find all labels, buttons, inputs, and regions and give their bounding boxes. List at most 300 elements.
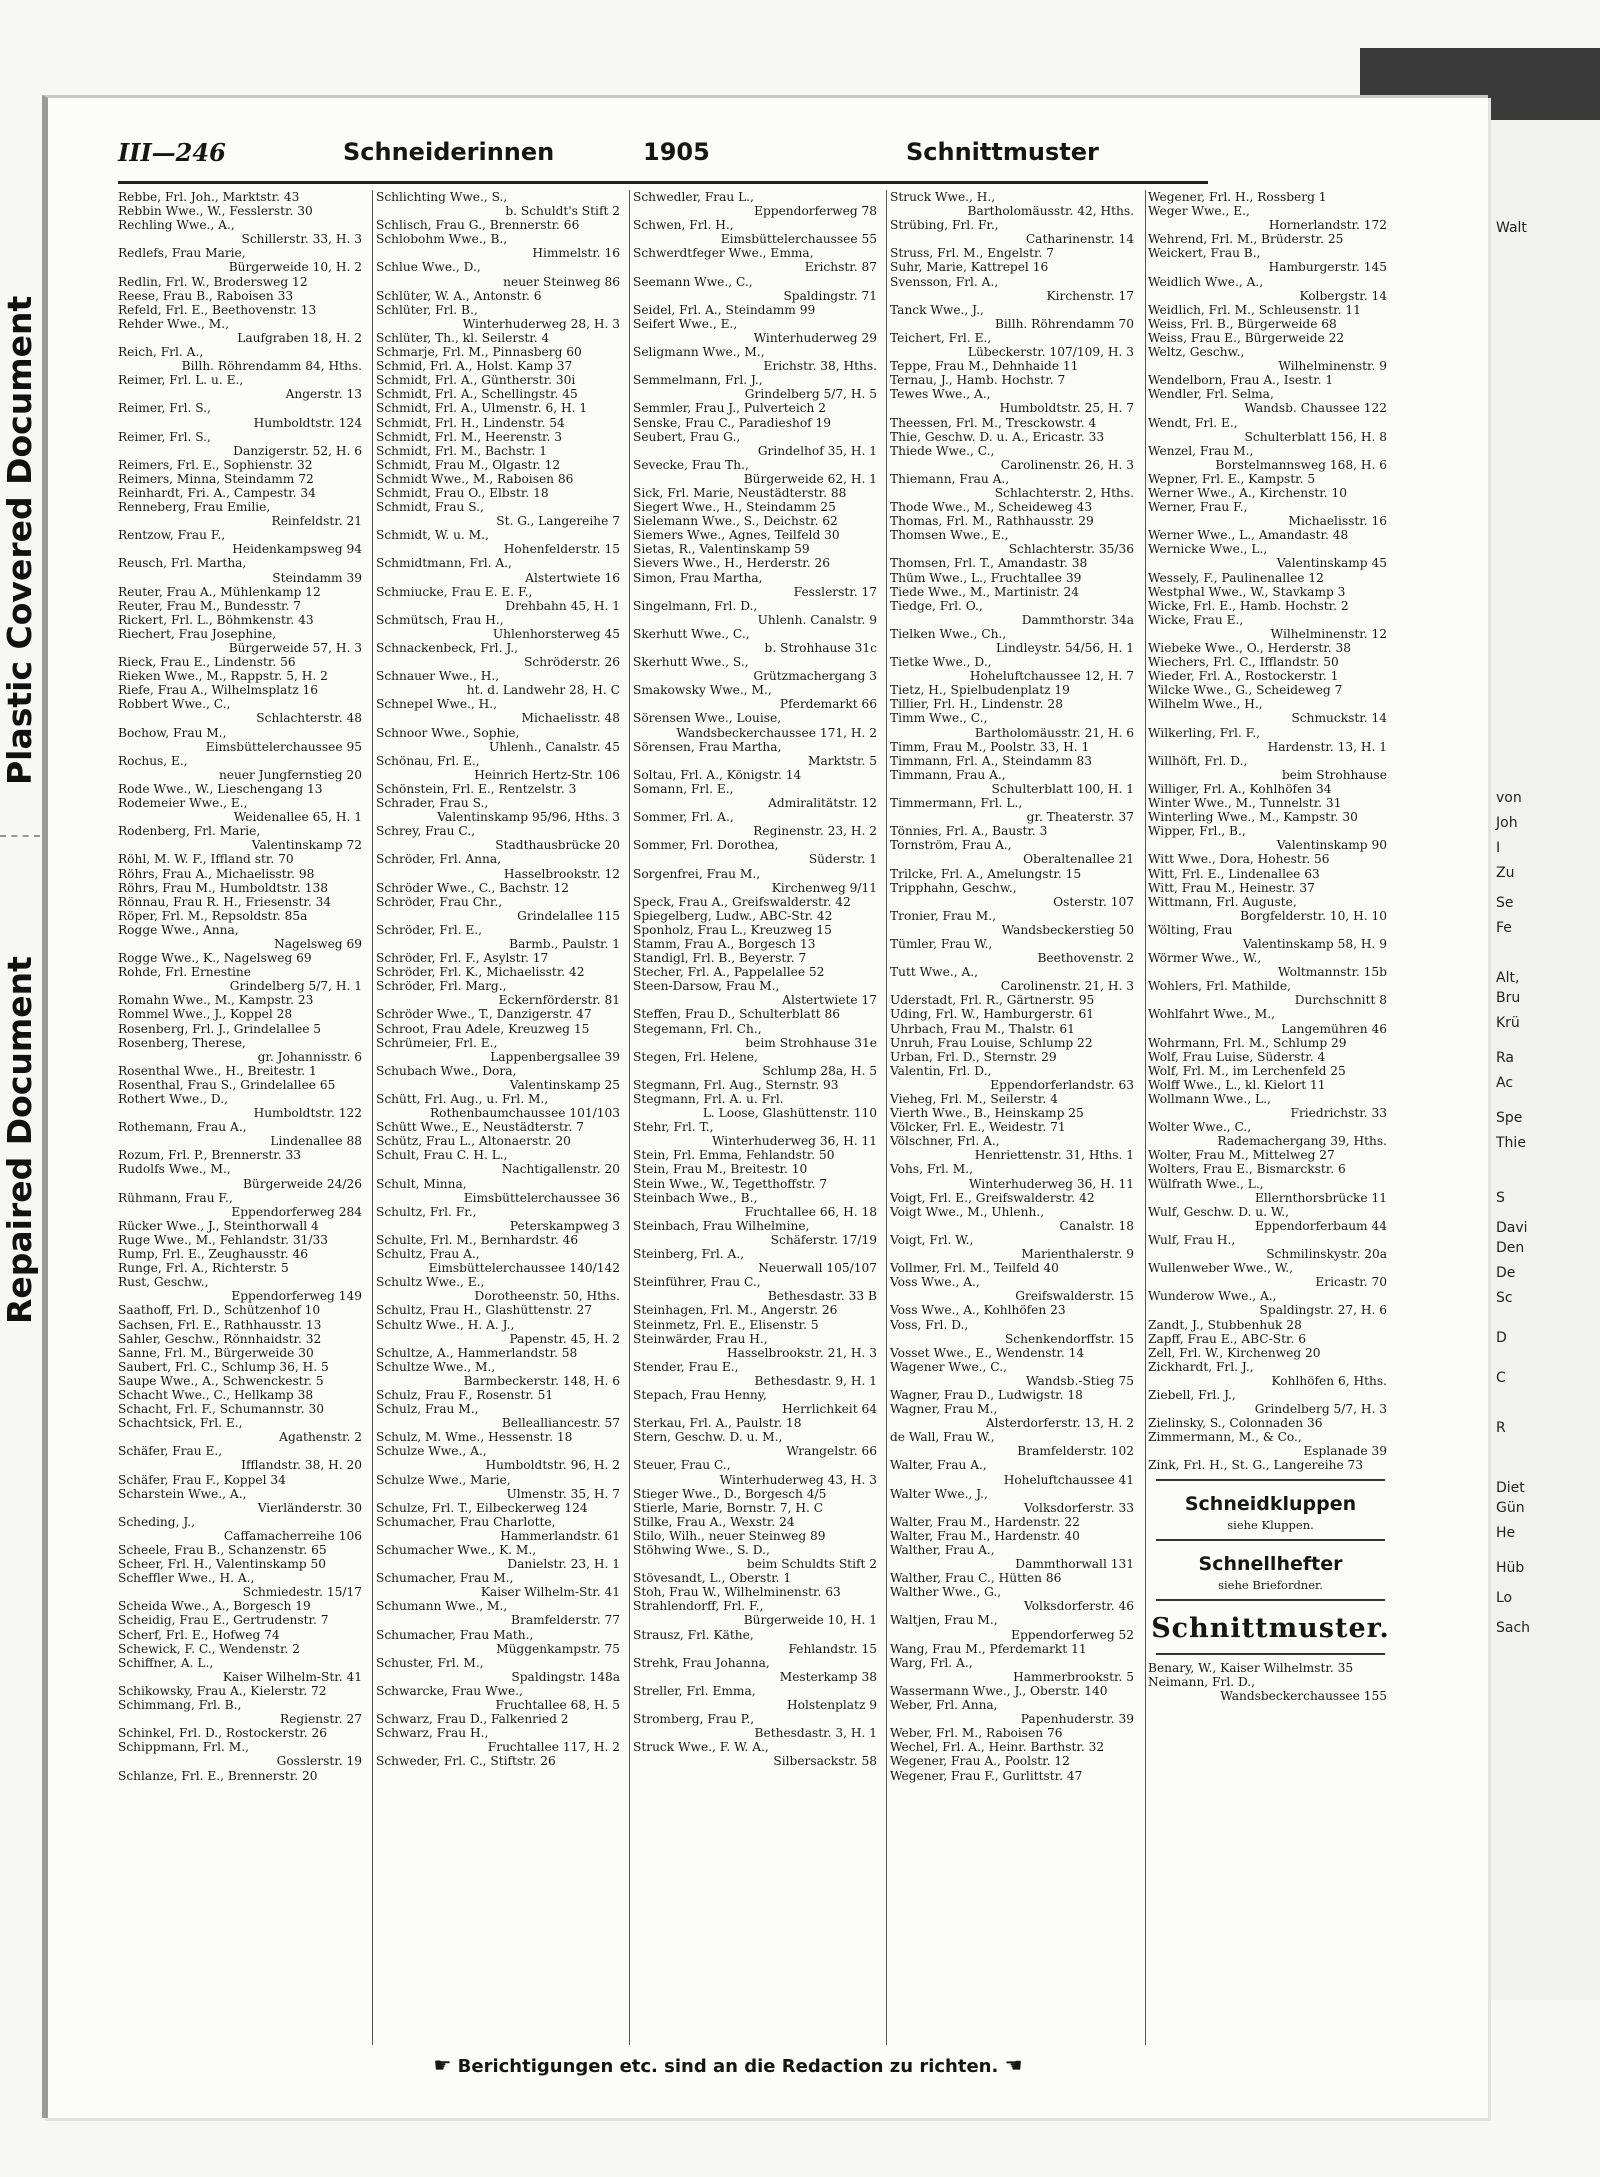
directory-entry-line: Walter, Frau M., Hardenstr. 22 [890,1514,1080,1529]
columns [118,190,1390,2045]
pointing-hand-icon: ☚ [1004,2053,1023,2077]
directory-entry-line: Seligmann Wwe., M., [633,345,765,360]
directory-entry-line: Rogge Wwe., Anna, [118,922,239,937]
column-5-tail [1148,1661,1393,1703]
directory-entry-line: Refeld, Frl. E., Beethovenstr. 13 [118,302,317,317]
directory-entry-line: Uding, Frl. W., Hamburgerstr. 61 [890,1007,1094,1022]
directory-entry-line: Schumacher Wwe., K. M., [376,1543,537,1557]
directory-entry-line: Schulze, Frl. T., Eilbeckerweg 124 [376,1500,588,1515]
directory-entry-line: Wipper, Frl., B., [1148,824,1246,839]
directory-entry-line: Werner Wwe., L., Amandastr. 48 [1148,528,1349,543]
directory-entry-line: Greifswalderstr. 15 [1015,1289,1134,1304]
directory-entry-line: Somann, Frl. E., [633,781,734,796]
directory-entry-line: Eppendorferlandstr. 63 [990,1077,1134,1092]
directory-entry-line: Schiffner, A. L., [118,1655,214,1670]
directory-entry-line: Schubach Wwe., Dora, [376,1063,517,1078]
directory-entry-line: Rebbe, Frl. Joh., Marktstr. 43 [118,190,300,204]
directory-entry-line: Tronier, Frau M., [890,908,996,923]
directory-entry-line: Borstelmannsweg 168, H. 6 [1215,457,1387,472]
directory-entry-line: Rickert, Frl. L., Böhmkenstr. 43 [118,612,314,627]
directory-entry-line: Schnauer Wwe., H., [376,669,500,684]
directory-entry-line: Lübeckerstr. 107/109, H. 3 [967,345,1134,360]
directory-entry-line: Schlanze, Frl. E., Brennerstr. 20 [118,1768,318,1783]
directory-entry-line: Stamm, Frau A., Borgesch 13 [633,936,816,951]
directory-entry-line: Winter Wwe., M., Tunnelstr. 31 [1148,796,1342,811]
directory-entry-line: Barmbeckerstr. 148, H. 6 [463,1373,620,1388]
directory-entry-line: Pferdemarkt 66 [779,697,877,712]
directory-entry-line: Witt, Frau M., Heinestr. 37 [1148,880,1315,895]
directory-entry-line: Reimer, Frl. S., [118,401,211,416]
directory-entry-line: Wulf, Frau H., [1148,1232,1236,1247]
directory-entry-line: Willhöft, Frl. D., [1148,753,1248,768]
schnellhefter-title: Schnellhefter [1198,1552,1343,1575]
directory-entry-line: Rechling Wwe., A., [118,218,235,233]
directory-entry-line: Weiss, Frau E., Bürgerweide 22 [1148,330,1345,345]
directory-entry-line: Tewes Wwe., A., [890,387,991,402]
bleed-fragment: Diet [1496,1480,1525,1496]
directory-entry-line: Schröder, Frl. Marg., [376,979,507,994]
directory-entry-line: Valentinskamp 25 [509,1077,620,1092]
directory-entry-line: Tiede Wwe., M., Martinistr. 24 [890,584,1080,599]
directory-entry-line: Seifert Wwe., E., [633,316,738,331]
directory-entry-line: Schlobohm Wwe., B., [376,232,508,247]
directory-entry-line: Streller, Frl. Emma, [633,1683,756,1698]
directory-entry-line: Timmermann, Frl. L., [890,796,1023,811]
directory-entry-line: Wiechers, Frl. C., Ifflandstr. 50 [1148,655,1339,670]
next-page-bleed [1488,120,1600,2000]
directory-entry-line: Langemühren 46 [1281,1021,1387,1036]
column-4 [890,190,1140,2045]
directory-entry-line: Valentinskamp 72 [251,838,362,853]
directory-entry-line: Rochus, E., [118,753,188,768]
header-left-title: Schneiderinnen [343,138,555,166]
directory-entry-line: Süderstr. 1 [808,852,877,867]
directory-entry-line: Humboldtstr. 122 [253,1106,362,1121]
directory-entry-line: Schröder, Frau Chr., [376,894,503,909]
directory-entry-line: Eppendorferweg 52 [1011,1627,1134,1642]
directory-entry-line: Schillerstr. 33, H. 3 [241,232,362,247]
directory-entry-line: Lindleystr. 54/56, H. 1 [995,641,1134,655]
bleed-fragment: Sc [1496,1290,1513,1306]
directory-entry-line: Wiebeke Wwe., O., Herderstr. 38 [1148,641,1352,655]
bleed-fragment: Ac [1496,1075,1514,1091]
directory-entry-line: Svensson, Frl. A., [890,274,999,289]
directory-entry-line: Röhl, M. W. F., Iffland str. 70 [118,852,294,867]
directory-entry-line: Schlichting Wwe., S., [376,190,508,204]
directory-entry-line: Bochow, Frau M., [118,725,227,740]
directory-entry-line: Bürgerweide 24/26 [242,1176,362,1191]
bleed-fragment: Den [1496,1240,1525,1256]
bleed-fragment: I [1496,840,1501,856]
schneidkluppen-box [1148,1491,1393,1533]
bleed-fragment: Joh [1496,815,1518,831]
directory-entry-line: Schippmann, Frl. M., [118,1740,249,1755]
directory-entry-line: Wullenweber Wwe., W., [1148,1261,1294,1276]
directory-entry-line: Stehr, Frl. T., [633,1120,714,1135]
directory-entry-line: Röper, Frl. M., Repsoldstr. 85a [118,908,308,923]
directory-entry-line: Carolinenstr. 26, H. 3 [1000,457,1134,472]
header-right-title: Schnittmuster [906,138,1099,166]
directory-entry-line: Fesslerstr. 17 [793,584,877,599]
directory-entry-line: beim Strohhause [1281,767,1387,782]
directory-entry-line: Thiede Wwe., C., [890,443,995,458]
directory-entry-line: Wandsb. Chaussee 122 [1244,401,1387,416]
directory-entry-line: Vierth Wwe., B., Heinskamp 25 [890,1106,1084,1121]
directory-entry-line: Schmuckstr. 14 [1291,711,1387,726]
directory-entry-line: Semmler, Frau J., Pulverteich 2 [633,401,827,416]
directory-entry-line: Valentinskamp 58, H. 9 [1242,936,1387,951]
directory-entry-line: Soltau, Frl. A., Königstr. 14 [633,767,802,782]
bleed-fragment: Bru [1496,990,1521,1006]
directory-entry-line: Wendler, Frl. Selma, [1148,387,1274,402]
directory-entry-line: Reimers, Frl. E., Sophienstr. 32 [118,457,313,472]
directory-entry-line: Zandt, J., Stubbenhuk 28 [1148,1317,1302,1332]
directory-entry-line: Saupe Wwe., A., Schwenckestr. 5 [118,1373,324,1388]
directory-entry-line: Sörensen Wwe., Louise, [633,711,782,726]
directory-entry-line: Regienstr. 27 [279,1712,362,1727]
directory-entry-line: Admiralitätstr. 12 [768,796,877,811]
directory-entry-line: Walther, Frau C., Hütten 86 [890,1571,1062,1586]
directory-entry-line: Zickhardt, Frl. J., [1148,1359,1254,1374]
directory-entry-line: Theessen, Frl. M., Tresckowstr. 4 [890,415,1097,430]
directory-entry-line: Wunderow Wwe., A., [1148,1289,1277,1304]
directory-entry-line: Rosenberg, Therese, [118,1035,246,1050]
directory-entry-line: Wülfrath Wwe., L., [1148,1176,1264,1191]
schnittmuster-title: Schnittmuster. [1151,1612,1390,1644]
directory-entry-line: Schlue Wwe., D., [376,260,481,275]
directory-entry-line: Stegemann, Frl. Ch., [633,1021,762,1036]
directory-entry-line: Schumacher, Frau Charlotte, [376,1514,556,1529]
directory-entry-line: Ellernthorsbrücke 11 [1254,1190,1387,1205]
directory-entry-line: Rosenthal Wwe., H., Breitestr. 1 [118,1063,317,1078]
directory-entry-line: Hohenfelderstr. 15 [503,542,620,557]
directory-entry-line: Walter, Frau A., [890,1458,987,1473]
directory-entry-line: Hammerbrookstr. 5 [1013,1669,1134,1684]
directory-entry-line: Spaldingstr. 71 [783,288,877,303]
directory-entry-line: Schroot, Frau Adele, Kreuzweg 15 [376,1021,590,1036]
directory-entry-line: Wilkerling, Frl. F., [1148,725,1260,740]
directory-entry-line: Uhlenh. Canalstr. 9 [757,612,877,627]
directory-entry-line: Himmelstr. 16 [532,246,620,261]
directory-entry-line: Voigt, Frl. W., [890,1232,974,1247]
directory-entry-line: Sachsen, Frl. E., Rathhausstr. 13 [118,1317,322,1332]
directory-entry-line: Herrlichkeit 64 [782,1402,877,1417]
directory-entry-line: Rühmann, Frau F., [118,1190,233,1205]
directory-entry-line: Walther, Frau A., [890,1543,995,1557]
directory-entry-line: Nachtigallenstr. 20 [501,1162,620,1177]
directory-entry-line: Bürgerweide 10, H. 2 [228,260,362,275]
directory-entry-line: Schmidt, Frl. A., Güntherstr. 30i [376,373,576,388]
directory-entry-line: Reimer, Frl. L. u. E., [118,373,244,388]
directory-entry-line: Sietas, R., Valentinskamp 59 [633,542,810,557]
directory-entry-line: Sterkau, Frl. A., Paulstr. 18 [633,1416,802,1431]
directory-entry-line: Wolter, Frau M., Mittelweg 27 [1148,1148,1335,1163]
directory-entry-line: Steuer, Frau C., [633,1458,731,1473]
directory-entry-line: Schmidt, Frl. A., Ulmenstr. 6, H. 1 [376,401,588,416]
directory-entry-line: Eimsbüttelerchaussee 95 [205,739,362,754]
directory-entry-line: Bürgerweide 10, H. 1 [743,1613,877,1628]
directory-entry-line: Ruge Wwe., M., Fehlandstr. 31/33 [118,1232,328,1247]
directory-entry-line: Standigl, Frl. B., Beyerstr. 7 [633,951,807,966]
directory-entry-line: Rozum, Frl. P., Brennerstr. 33 [118,1148,301,1163]
directory-entry-line: Neuerwall 105/107 [758,1261,877,1276]
directory-entry-line: Benary, W., Kaiser Wilhelmstr. 35 [1148,1660,1354,1675]
directory-entry-line: Schmidt Wwe., M., Raboisen 86 [376,471,574,486]
directory-entry-line: Urban, Frl. D., Sternstr. 29 [890,1049,1057,1064]
directory-entry-line: Wegener, Frl. H., Rossberg 1 [1148,190,1327,204]
directory-entry-line: Grindelhof 35, H. 1 [757,443,877,458]
directory-entry-line: Steinbach Wwe., B., [633,1190,758,1205]
directory-entry-line: Wilcke Wwe., G., Scheideweg 7 [1148,683,1343,698]
directory-entry-line: Werner, Frau F., [1148,500,1248,515]
directory-entry-line: Sanne, Frl. M., Bürgerweide 30 [118,1345,314,1360]
directory-entry-line: Tillier, Frl. H., Lindenstr. 28 [890,697,1063,712]
bleed-fragment: von [1496,790,1522,806]
directory-entry-line: Thüm Wwe., L., Fruchtallee 39 [890,570,1082,585]
directory-entry-line: Agathenstr. 2 [279,1430,362,1445]
directory-entry-line: Schnackenbeck, Frl. J., [376,641,519,655]
directory-entry-line: Wendelborn, Frau A., Isestr. 1 [1148,373,1334,388]
directory-entry-line: Beethovenstr. 2 [1037,951,1134,966]
directory-entry-line: Sponholz, Frau L., Kreuzweg 15 [633,922,832,937]
directory-entry-line: Rentzow, Frau F., [118,528,226,543]
directory-entry-line: Wittmann, Frl. Auguste, [1148,894,1297,909]
bleed-fragment: Se [1496,895,1514,911]
directory-entry-line: Alsterdorferstr. 13, H. 2 [985,1416,1134,1431]
directory-entry-line: Eppendorferweg 78 [754,204,877,219]
directory-entry-line: Eimsbüttelerchaussee 36 [463,1190,620,1205]
directory-entry-line: Trilcke, Frl. A., Amelungstr. 15 [890,866,1082,881]
directory-entry-line: Grindelberg 5/7, H. 1 [229,979,362,994]
directory-entry-line: Scheele, Frau B., Schanzenstr. 65 [118,1543,327,1557]
directory-entry-line: neuer Steinweg 86 [503,274,620,289]
directory-entry-line: Wepner, Frl. E., Kampstr. 5 [1148,471,1316,486]
directory-entry-line: Tutt Wwe., A., [890,965,978,980]
directory-entry-line: Smakowsky Wwe., M., [633,683,772,698]
directory-entry-line: Nagelsweg 69 [274,936,362,951]
directory-entry-line: Stepach, Frau Henny, [633,1387,767,1402]
directory-entry-line: Schultze Wwe., M., [376,1359,496,1374]
directory-entry-line: Romahn Wwe., M., Kampstr. 23 [118,993,314,1008]
directory-entry-line: Schult, Minna, [376,1176,467,1191]
directory-entry-line: Stadthausbrücke 20 [495,838,620,853]
directory-entry-line: Schumacher, Frau M., [376,1571,514,1586]
directory-entry-line: Tietke Wwe., D., [890,655,992,670]
directory-entry-line: Schewick, F. C., Wendenstr. 2 [118,1641,300,1656]
directory-entry-line: Weidlich, Frl. M., Schleusenstr. 11 [1148,302,1361,317]
directory-entry-line: Schulz, Frau F., Rosenstr. 51 [376,1387,554,1402]
bleed-fragment: De [1496,1265,1516,1281]
directory-entry-line: Tripphahn, Geschw., [890,880,1017,895]
directory-entry-line: Kaiser Wilhelm-Str. 41 [480,1585,620,1600]
box-rule [1156,1599,1385,1601]
column-5-entries [1148,190,1393,1473]
directory-entry-line: Reinfeldstr. 21 [271,514,362,529]
directory-entry-line: Tornström, Frau A., [890,838,1012,853]
directory-entry-line: Weber, Frl. Anna, [890,1698,998,1713]
directory-entry-line: Schmidt, Frl. H., Lindenstr. 54 [376,415,565,430]
directory-entry-line: Weickert, Frau B., [1148,246,1261,261]
directory-entry-line: Peterskampweg 3 [509,1218,620,1233]
schneidkluppen-title: Schneidkluppen [1184,1492,1357,1515]
column-5 [1148,190,1393,2045]
directory-entry-line: Schacht, Frl. F., Schumannstr. 30 [118,1402,325,1417]
directory-entry-line: Schwarcke, Frau Wwe., [376,1683,523,1698]
directory-entry-line: Schlüter, Th., kl. Seilerstr. 4 [376,330,550,345]
directory-entry-line: Bethesdastr. 33 B [767,1289,877,1304]
directory-entry-line: Singelmann, Frl. D., [633,598,758,613]
directory-entry-line: Stein, Frau M., Breitestr. 10 [633,1162,808,1177]
directory-entry-line: Spaldingstr. 27, H. 6 [1259,1303,1387,1318]
directory-entry-line: Bellealliancestr. 57 [501,1416,620,1431]
directory-entry-line: Steindamm 39 [272,570,362,585]
directory-entry-line: Tönnies, Frl. A., Baustr. 3 [890,824,1048,839]
directory-entry-line: Stegmann, Frl. Aug., Sternstr. 93 [633,1077,839,1092]
directory-entry-line: Seubert, Frau G., [633,429,741,444]
bleed-fragment: Gün [1496,1500,1525,1516]
directory-entry-line: Schacht Wwe., C., Hellkamp 38 [118,1387,314,1402]
directory-entry-line: Steinhagen, Frl. M., Angerstr. 26 [633,1303,838,1318]
directory-entry-line: Riefe, Frau A., Wilhelmsplatz 16 [118,683,318,698]
directory-entry-line: Hardenstr. 13, H. 1 [1267,739,1387,754]
directory-entry-line: Redlin, Frl. W., Brodersweg 12 [118,274,308,289]
directory-entry-line: Schwarz, Frau H., [376,1726,489,1741]
directory-entry-line: Grützmachergang 3 [753,669,877,684]
directory-entry-line: Schikowsky, Frau A., Kielerstr. 72 [118,1683,327,1698]
directory-entry-line: Rust, Geschw., [118,1275,209,1290]
directory-entry-line: Weiss, Frl. B., Bürgerweide 68 [1148,316,1337,331]
directory-entry-line: Spaldingstr. 148a [511,1669,620,1684]
directory-entry-line: b. Schuldt's Stift 2 [505,204,620,219]
directory-entry-line: Schröder Wwe., C., Bachstr. 12 [376,880,569,895]
directory-entry-line: Danielstr. 23, H. 1 [507,1557,620,1572]
directory-entry-line: Heinrich Hertz-Str. 106 [474,767,620,782]
directory-entry-line: Scheding, J., [118,1514,196,1529]
directory-entry-line: Schwerdtfeger Wwe., Emma, [633,246,814,261]
repaired-label: Repaired Document [0,956,39,1324]
directory-entry-line: Schröder, Frl. K., Michaelisstr. 42 [376,965,585,980]
column-3 [633,190,883,2045]
directory-entry-line: Wolf, Frau Luise, Süderstr. 4 [1148,1049,1326,1064]
directory-entry-line: Wilhelminenstr. 12 [1270,626,1387,641]
directory-entry-line: Rump, Frl. E., Zeughausstr. 46 [118,1247,309,1262]
directory-entry-line: Siegert Wwe., H., Steindamm 25 [633,500,836,515]
directory-entry-line: Billh. Röhrendamm 70 [994,316,1134,331]
directory-entry-line: Dammthorstr. 34a [1021,612,1134,627]
directory-entry-line: Schulze Wwe., Marie, [376,1472,511,1487]
directory-entry-line: Stein, Frl. Emma, Fehlandstr. 50 [633,1148,835,1163]
directory-entry-line: Westphal Wwe., W., Stavkamp 3 [1148,584,1346,599]
directory-entry-line: Spiegelberg, Ludw., ABC-Str. 42 [633,908,833,923]
directory-entry-line: Schwedler, Frau L., [633,190,754,204]
directory-entry-line: Zink, Frl. H., St. G., Langereihe 73 [1148,1458,1364,1473]
directory-entry-line: Rosenberg, Frl. J., Grindelallee 5 [118,1021,322,1036]
directory-entry-line: Schütt, Frl. Aug., u. Frl. M., [376,1092,549,1106]
directory-entry-line: Schultz, Frl. Fr., [376,1204,477,1219]
directory-entry-line: Wohlers, Frl. Mathilde, [1148,979,1291,994]
directory-entry-line: Kaiser Wilhelm-Str. 41 [222,1669,362,1684]
directory-entry-line: Hornerlandstr. 172 [1268,218,1387,233]
directory-entry-line: Stieger Wwe., D., Borgesch 4/5 [633,1486,827,1501]
directory-entry-line: Senske, Frau C., Paradieshof 19 [633,415,832,430]
directory-entry-line: Vohs, Frl. M., [890,1162,974,1177]
directory-entry-line: Catharinenstr. 14 [1025,232,1134,247]
directory-entry-line: Schlachterstr. 35/36 [1008,542,1134,557]
directory-entry-line: Stierle, Marie, Bornstr. 7, H. C [633,1500,824,1515]
directory-entry-line: Schrümeier, Frl. E., [376,1035,498,1050]
directory-entry-line: Eppendorferbaum 44 [1255,1218,1387,1233]
directory-entry-line: Schlüter, Frl. B., [376,302,478,317]
directory-entry-line: Sielemann Wwe., S., Deichstr. 62 [633,514,838,529]
directory-entry-line: Bethesdastr. 9, H. 1 [754,1373,877,1388]
directory-entry-line: Wilhelminenstr. 9 [1278,359,1387,374]
side-divider [0,835,40,837]
directory-entry-line: Seidel, Frl. A., Steindamm 99 [633,302,816,317]
directory-entry-line: Rudolfs Wwe., M., [118,1162,231,1177]
directory-entry-line: Schulterblatt 156, H. 8 [1244,429,1387,444]
directory-entry-line: Bartholomäusstr. 42, Hths. [967,204,1134,219]
directory-entry-line: Carolinenstr. 21, H. 3 [1000,979,1134,994]
directory-entry-line: Ifflandstr. 38, H. 20 [241,1458,362,1473]
directory-entry-line: Rode Wwe., W., Lieschengang 13 [118,781,323,796]
directory-entry-line: Waltjen, Frau M., [890,1613,998,1628]
directory-entry-line: Schönau, Frl. E., [376,753,480,768]
directory-entry-line: Redlefs, Frau Marie, [118,246,246,261]
directory-entry-line: Wang, Frau M., Pferdemarkt 11 [890,1641,1087,1656]
directory-entry-line: Sevecke, Frau Th., [633,457,749,472]
directory-entry-line: Teppe, Frau M., Dehnhaide 11 [890,359,1079,374]
directory-entry-line: Valentin, Frl. D., [890,1063,992,1078]
directory-entry-line: Wessely, F., Paulinenallee 12 [1148,570,1324,585]
directory-entry-line: Röhrs, Frau A., Michaelisstr. 98 [118,866,315,881]
directory-entry-line: Gosslerstr. 19 [276,1754,362,1769]
directory-entry-line: Schlisch, Frau G., Brennerstr. 66 [376,218,580,233]
directory-entry-line: Schlachterstr. 2, Hths. [994,485,1134,500]
directory-entry-line: Hasselbrookstr. 21, H. 3 [727,1345,877,1360]
directory-entry-line: Siemers Wwe., Agnes, Teilfeld 30 [633,528,840,543]
directory-entry-line: Schnoor Wwe., Sophie, [376,725,520,740]
directory-entry-line: Rommel Wwe., J., Koppel 28 [118,1007,293,1022]
directory-entry-line: Witt, Frl. E., Lindenallee 63 [1148,866,1320,881]
directory-entry-line: Lappenbergsallee 39 [490,1049,620,1064]
directory-entry-line: St. G., Langereihe 7 [496,514,620,529]
schnellhefter-note: siehe Briefordner. [1218,1577,1323,1592]
directory-entry-line: Schlump 28a, H. 5 [762,1063,877,1078]
directory-entry-line: Schmidtmann, Frl. A., [376,556,512,571]
directory-entry-line: Zell, Frl. W., Kirchenweg 20 [1148,1345,1321,1360]
directory-entry-line: Scherf, Frl. E., Hofweg 74 [118,1627,280,1642]
directory-entry-line: Schulte, Frl. M., Bernhardstr. 46 [376,1232,579,1247]
directory-entry-line: Wicke, Frl. E., Hamb. Hochstr. 2 [1148,598,1349,613]
directory-entry-line: Wendt, Frl. E., [1148,415,1238,430]
bleed-fragment: R [1496,1420,1506,1436]
directory-entry-line: Steinführer, Frau C., [633,1275,761,1290]
directory-entry-line: Simon, Frau Martha, [633,570,763,585]
directory-entry-line: Grindelallee 115 [517,908,620,923]
directory-entry-line: Reusch, Frl. Martha, [118,556,247,571]
bleed-fragment: S [1496,1190,1505,1206]
directory-entry-line: Semmelmann, Frl. J., [633,373,763,388]
footer-note [328,2053,1128,2077]
directory-entry-line: Schmidt, Frau S., [376,500,484,515]
directory-entry-line: Tümler, Frau W., [890,936,993,951]
side-strip [0,270,40,1420]
directory-entry-line: Schumann Wwe., M., [376,1599,508,1614]
directory-entry-line: Rieken Wwe., M., Rappstr. 5, H. 2 [118,669,328,684]
directory-entry-line: Ternau, J., Hamb. Hochstr. 7 [890,373,1066,388]
directory-entry-line: Bramfelderstr. 77 [511,1613,620,1628]
directory-entry-line: Wieder, Frl. A., Rostockerstr. 1 [1148,669,1339,684]
